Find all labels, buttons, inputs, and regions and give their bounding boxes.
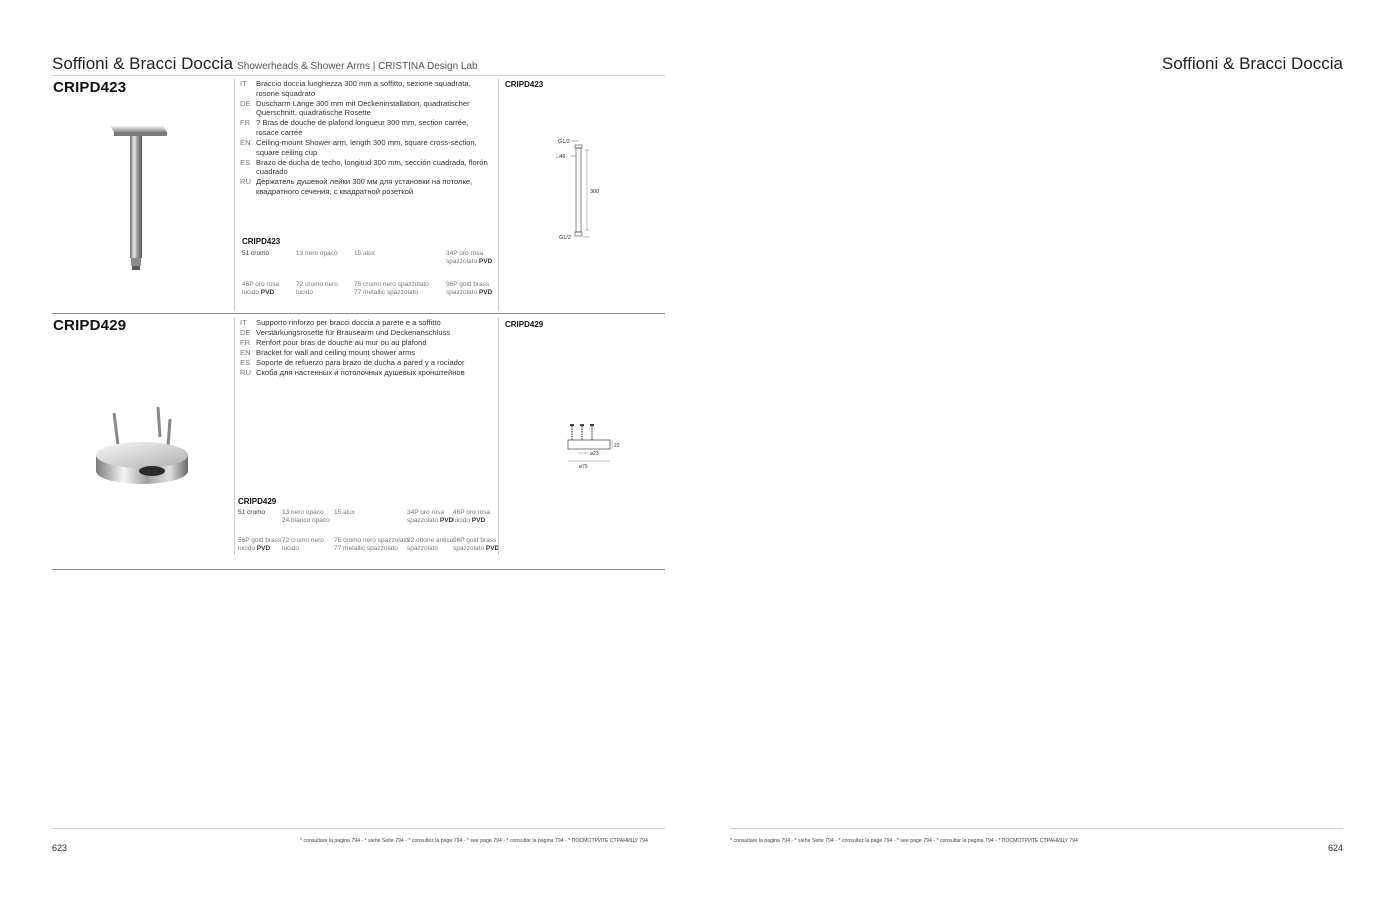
finish-item: 15 alux <box>334 509 355 516</box>
drawing-code: CRIPD423 <box>505 80 544 89</box>
page-title-left <box>52 54 478 74</box>
description-list <box>240 79 492 197</box>
footnote: * consultare la pagina 794 - * siehe Seite 794 - * consultez la page 794 - * see page 794 - * consultar la pagina 794 - * ПОСМОТРИТЕ СТРАНИЦУ 794 <box>300 838 648 844</box>
technical-drawing <box>545 130 615 245</box>
finish-item: 72 cromo nero lucido <box>282 537 324 552</box>
description-row <box>240 118 492 137</box>
size-label: □46 <box>556 154 566 160</box>
lang-code: RU <box>240 177 251 187</box>
finishes-code: CRIPD423 <box>242 237 281 246</box>
description-text: Ceiling-mount Shower arm, length 300 mm, square cross-section, square ceiling cup <box>256 138 477 157</box>
footer-divider <box>52 828 665 829</box>
finish-item: 34P oro rosa spazzolato PVD <box>407 509 454 524</box>
description-text: Verstärkungsrosette für Brausearm und Deckenanschluss <box>256 328 451 338</box>
description-row <box>240 177 492 196</box>
lang-code: FR <box>240 118 251 128</box>
footnote: * consultare la pagina 794 - * siehe Seite 794 - * consultez la page 794 - * see page 794 - * consultar la pagina 794 - * ПОСМОТРИТЕ СТРАНИЦУ 794 <box>730 838 1078 844</box>
page-title-text: Soffioni & Bracci Doccia <box>52 54 234 73</box>
description-row <box>240 138 492 157</box>
shower-arm-image <box>105 120 170 275</box>
description-row <box>240 99 492 118</box>
description-list <box>240 318 492 379</box>
description-row <box>240 348 492 358</box>
lang-code: RU <box>240 368 251 378</box>
finish-item: 34P oro rosa spazzolato PVD <box>446 250 493 265</box>
lang-code: EN <box>240 348 251 358</box>
description-row <box>240 158 492 177</box>
finish-item: 51 cromo <box>238 509 266 516</box>
footer-divider <box>730 828 1343 829</box>
finish-item: 92 ottone antico spazzolato <box>407 537 454 552</box>
product-code: CRIPD429 <box>53 317 127 334</box>
column-divider <box>234 79 235 311</box>
length-label: 300 <box>590 189 600 195</box>
finish-item: 72 cromo nero lucido <box>296 281 338 296</box>
product-divider <box>52 313 665 314</box>
finish-item: 46P oro rosa lucido PVD <box>242 281 280 296</box>
bracket-image <box>90 405 195 490</box>
description-text: Supporto rinforzo per bracci doccia a parete e a soffitto <box>256 318 441 327</box>
outer-diameter-label: ø75 <box>579 464 588 470</box>
lang-code: EN <box>240 138 251 148</box>
description-row <box>240 328 492 338</box>
finish-item: 15 alux <box>354 250 375 257</box>
description-text: Braccio doccia lunghezza 300 mm a soffitto, sezione squadrata, rosone squadrato <box>256 79 471 98</box>
description-text: Скоба для настенных и потолочных душевых кронштейнов <box>256 368 465 378</box>
description-text: Brazo de ducha de techo, longitud 300 mm, sección cuadrada, florón cuadrado <box>256 157 488 177</box>
column-divider <box>234 318 235 555</box>
description-row <box>240 338 492 348</box>
thread-top-label: G1/2 <box>558 139 570 145</box>
column-divider <box>498 318 499 555</box>
lang-code: FR <box>240 338 251 348</box>
drawing-code: CRIPD429 <box>505 320 544 329</box>
description-row <box>240 79 492 98</box>
lang-code: DE <box>240 328 251 338</box>
page-subtitle: Showerheads & Shower Arms | CRISTINA Design Lab <box>237 61 478 72</box>
finish-item: 13 nero opaco <box>296 250 338 257</box>
technical-drawing <box>560 420 630 475</box>
thread-bottom-label: G1/2 <box>559 235 571 241</box>
description-row <box>240 318 492 328</box>
lang-code: IT <box>240 318 247 327</box>
finish-item: 75 cromo nero spazzolato 77 metallic spazzolato <box>334 537 409 552</box>
finishes-code: CRIPD429 <box>238 497 277 506</box>
finish-item: 13 nero opaco 24 bianco opaco <box>282 509 330 524</box>
height-label: 22 <box>614 443 620 449</box>
description-text: Soporte de refuerzo para brazo de ducha a pared y a rociador <box>256 358 465 368</box>
page-number: 624 <box>1327 843 1343 853</box>
lang-code: ES <box>240 358 251 368</box>
description-text: ? Bras de douche de plafond longueur 300 mm, section carrée, rosace carrée <box>256 118 469 137</box>
finish-item: 46P oro rosa lucido PVD <box>453 509 491 524</box>
description-row <box>240 358 492 368</box>
description-row <box>240 368 492 378</box>
column-divider <box>498 79 499 311</box>
product-code: CRIPD423 <box>53 79 127 96</box>
inner-diameter-label: ø23 <box>590 451 599 457</box>
product-divider <box>52 569 665 570</box>
finish-item: 51 cromo <box>242 250 270 257</box>
page-title-right: Soffioni & Bracci Doccia <box>1161 54 1343 73</box>
description-text: Bracket for wall and ceiling mount shower arms <box>256 348 416 358</box>
lang-code: DE <box>240 98 251 108</box>
finish-item: 56P gold brass lucido PVD <box>238 537 282 552</box>
description-text: Duscharm Länge 300 mm mit Deckeninstallation, quadratischer Querschnitt, quadratische Rosette <box>256 98 470 118</box>
page-number: 623 <box>52 843 68 853</box>
finish-item: 75 cromo nero spazzolato 77 metallic spazzolato <box>354 281 429 296</box>
lang-code: IT <box>240 79 247 88</box>
finish-item: 96P gold brass spazzolato PVD <box>453 537 500 552</box>
description-text: Renfort pour bras de douche au mur ou au plafond <box>256 338 427 348</box>
lang-code: ES <box>240 157 251 167</box>
header-divider <box>52 75 665 76</box>
finish-item: 96P gold brass spazzolato PVD <box>446 281 493 296</box>
description-text: Держатель душевой лейки 300 мм для установки на потолке, квадратного сечения, с квадратной розеткой <box>256 177 473 197</box>
